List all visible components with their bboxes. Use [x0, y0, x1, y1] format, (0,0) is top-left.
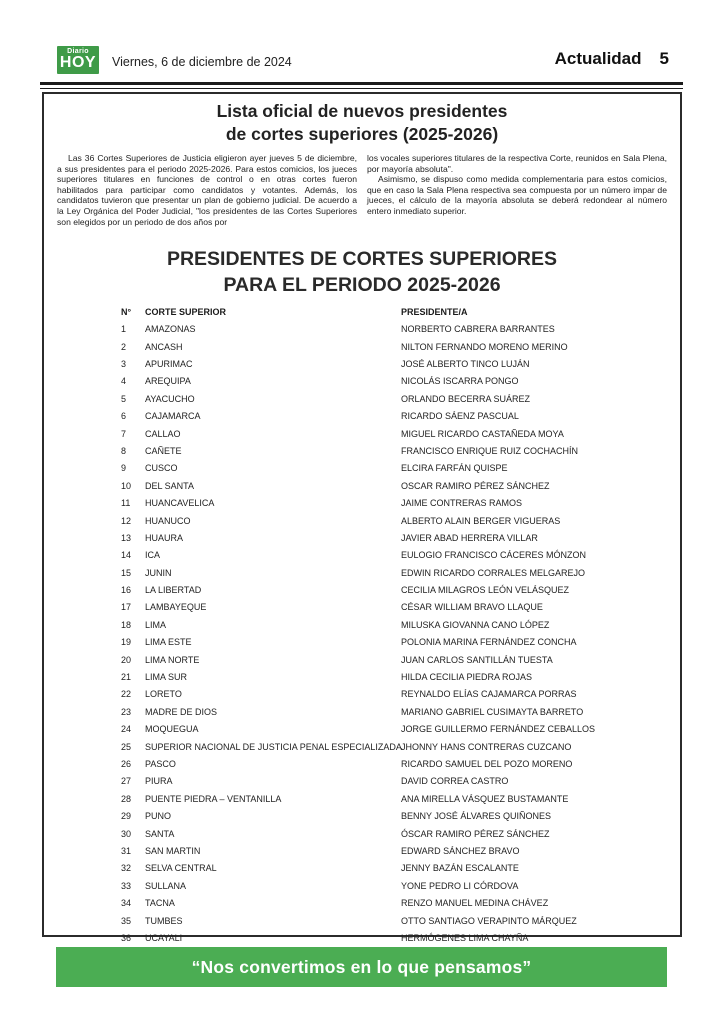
court-table-body	[121, 321, 670, 947]
corte-superior-name: SANTA	[145, 828, 175, 839]
presidente-name: CECILIA MILAGROS LEÓN VELÁSQUEZ	[401, 585, 570, 596]
row-number: 15	[121, 567, 132, 578]
row-number: 5	[121, 393, 127, 404]
column-header-presidente: PRESIDENTE/A	[401, 306, 468, 317]
corte-superior-name: PUENTE PIEDRA – VENTANILLA	[145, 793, 282, 804]
corte-superior-name: SUPERIOR NACIONAL DE JUSTICIA PENAL ESPECIALIZADA	[145, 741, 402, 752]
masthead-rule-thin	[40, 88, 683, 89]
presidente-name: CÉSAR WILLIAM BRAVO LLAQUE	[401, 602, 543, 613]
corte-superior-name: CUSCO	[145, 463, 178, 474]
row-number: 13	[121, 532, 132, 543]
row-number: 30	[121, 828, 132, 839]
table-row	[121, 494, 670, 511]
row-number: 3	[121, 359, 127, 370]
corte-superior-name: LIMA SUR	[145, 672, 188, 683]
corte-superior-name: CALLAO	[145, 428, 181, 439]
corte-superior-name: SULLANA	[145, 880, 187, 891]
table-row	[121, 721, 670, 738]
table-row	[121, 807, 670, 824]
row-number: 33	[121, 880, 132, 891]
list-heading-line1: PRESIDENTES DE CORTES SUPERIORES	[166, 248, 558, 271]
corte-superior-name: PIURA	[145, 776, 173, 787]
article-box	[42, 92, 682, 943]
presidente-name: OTTO SANTIAGO VERAPINTO MÁRQUEZ	[401, 915, 577, 926]
presidente-name: MIGUEL RICARDO CASTAÑEDA MOYA	[401, 428, 564, 439]
presidente-name: EULOGIO FRANCISCO CÁCERES MÓNZON	[401, 550, 587, 561]
intro-paragraph: Asimismo, se dispuso como medida complementaria para estos comicios, que en caso la Sala Plena respectiva sea compuesta por un número impar de jueces, el cálculo de la mayoría absoluta se deberá redondear al número entero inmediato superior.	[367, 174, 667, 216]
table-row	[121, 425, 670, 442]
presidente-name: YONE PEDRO LI CÓRDOVA	[401, 880, 519, 891]
table-row	[121, 616, 670, 633]
corte-superior-name: UCAYALI	[145, 932, 183, 943]
presidente-name: ORLANDO BECERRA SUÁREZ	[401, 393, 531, 404]
table-row	[121, 390, 670, 407]
presidente-name: RICARDO SAMUEL DEL POZO MORENO	[401, 759, 573, 769]
presidente-name: JUAN CARLOS SANTILLÁN TUESTA	[401, 654, 553, 665]
corte-superior-name: HUAURA	[145, 532, 184, 543]
article-title-line2: de cortes superiores (2025-2026)	[225, 124, 499, 144]
table-row	[121, 512, 670, 529]
corte-superior-name: AMAZONAS	[145, 324, 196, 335]
presidente-name: EDWARD SÁNCHEZ BRAVO	[401, 845, 520, 856]
presidente-name: BENNY JOSÉ ÁLVARES QUIÑONES	[401, 811, 552, 822]
row-number: 22	[121, 689, 132, 700]
table-row	[121, 599, 670, 616]
table-header-row	[121, 303, 670, 320]
corte-superior-name: LAMBAYEQUE	[145, 602, 207, 613]
table-row	[121, 668, 670, 685]
table-row	[121, 790, 670, 807]
corte-superior-name: AYACUCHO	[145, 393, 195, 404]
article-title-line1: Lista oficial de nuevos presidentes	[216, 101, 508, 121]
presidente-name: NICOLÁS ISCARRA PONGO	[401, 376, 519, 387]
row-number: 20	[121, 654, 132, 665]
presidente-name: FRANCISCO ENRIQUE RUIZ COCHACHÍN	[401, 445, 579, 456]
masthead-rule-thick	[40, 82, 683, 85]
row-number: 17	[121, 602, 132, 613]
corte-superior-name: PUNO	[145, 811, 172, 822]
table-row	[121, 460, 670, 477]
corte-superior-name: LIMA	[145, 619, 167, 630]
corte-superior-name: HUANUCO	[145, 515, 191, 526]
row-number: 34	[121, 898, 132, 909]
presidente-name: JORGE GUILLERMO FERNÁNDEZ CEBALLOS	[401, 724, 596, 735]
corte-superior-name: TACNA	[145, 898, 175, 909]
section-name: Actualidad	[554, 49, 642, 68]
table-row	[121, 338, 670, 355]
article-title	[44, 100, 680, 146]
row-number: 19	[121, 637, 132, 648]
presidente-name: MILUSKA GIOVANNA CANO LÓPEZ	[401, 619, 550, 630]
table-row	[121, 581, 670, 598]
table-row	[121, 773, 670, 790]
corte-superior-name: LORETO	[145, 689, 182, 700]
row-number: 36	[121, 932, 132, 943]
presidente-name: HILDA CECILIA PIEDRA ROJAS	[401, 672, 533, 683]
presidente-name: EDWIN RICARDO CORRALES MELGAREJO	[401, 567, 586, 578]
table-row	[121, 686, 670, 703]
table-row	[121, 825, 670, 842]
row-number: 32	[121, 863, 132, 874]
presidente-name: POLONIA MARINA FERNÁNDEZ CONCHA	[401, 637, 577, 648]
row-number: 10	[121, 480, 132, 491]
intro-column-left	[57, 153, 357, 227]
row-number: 4	[121, 376, 127, 387]
row-number: 35	[121, 915, 132, 926]
table-row	[121, 634, 670, 651]
row-number: 7	[121, 428, 127, 439]
row-number: 25	[121, 741, 132, 752]
table-row	[121, 929, 670, 946]
intro-paragraph: Las 36 Cortes Superiores de Justicia eligieron ayer jueves 5 de diciembre, a sus presidentes para el periodo 2025-2026. Para estos comicios, los jueces superiores titulares en funciones de control o en otras cortes fueron habilitados para participar como candidatos y votantes. Además, los candidatos tuvieron que presentar un plan de gobierno judicial. De acuerdo a la Ley Orgánica del Poder Judicial, "los presidentes de las Cortes Superiores son elegidos por un periodo de dos años por	[57, 153, 357, 227]
list-heading-line2: PARA EL PERIODO 2025-2026	[223, 274, 501, 297]
corte-superior-name: JUNIN	[145, 567, 172, 578]
presidente-name: ALBERTO ALAIN BERGER VIGUERAS	[401, 515, 561, 526]
list-heading	[44, 246, 680, 298]
presidente-name: RICARDO SÁENZ PASCUAL	[401, 411, 519, 422]
corte-superior-name: CAÑETE	[145, 445, 182, 456]
corte-superior-name: ANCASH	[145, 341, 183, 352]
presidente-name: MARIANO GABRIEL CUSIMAYTA BARRETO	[401, 706, 584, 717]
table-row	[121, 703, 670, 720]
row-number: 8	[121, 445, 127, 456]
row-number: 11	[121, 498, 131, 509]
table-row	[121, 442, 670, 459]
row-number: 29	[121, 811, 132, 822]
row-number: 12	[121, 515, 132, 526]
corte-superior-name: TUMBES	[145, 915, 183, 926]
table-row	[121, 547, 670, 564]
row-number: 26	[121, 759, 132, 769]
presidente-name: DAVID CORREA CASTRO	[401, 776, 509, 787]
intro-column-right	[367, 153, 667, 227]
column-header-number: N°	[121, 306, 132, 317]
presidente-name: JOSÉ ALBERTO TINCO LUJÁN	[401, 359, 530, 370]
corte-superior-name: ICA	[145, 550, 161, 561]
row-number: 2	[121, 341, 127, 352]
presidente-name: NILTON FERNANDO MORENO MERINO	[401, 341, 568, 352]
corte-superior-name: LA LIBERTAD	[145, 585, 202, 596]
corte-superior-name: PASCO	[145, 759, 176, 769]
column-header-corte: CORTE SUPERIOR	[145, 306, 227, 317]
presidente-name: OSCAR RAMIRO PÉREZ SÁNCHEZ	[401, 480, 550, 491]
row-number: 16	[121, 585, 132, 596]
table-row	[121, 373, 670, 390]
table-row	[121, 477, 670, 494]
corte-superior-name: LIMA NORTE	[145, 654, 200, 665]
corte-superior-name: CAJAMARCA	[145, 411, 201, 422]
row-number: 6	[121, 411, 127, 422]
presidente-name: NORBERTO CABRERA BARRANTES	[401, 324, 555, 335]
table-row	[121, 877, 670, 894]
presidente-name: ANA MIRELLA VÁSQUEZ BUSTAMANTE	[401, 793, 569, 804]
section-page-label	[555, 49, 669, 69]
presidente-name: RENZO MANUEL MEDINA CHÁVEZ	[401, 898, 549, 909]
logo-main-text: HOY	[59, 54, 97, 71]
table-row	[121, 860, 670, 877]
row-number: 21	[121, 672, 132, 683]
corte-superior-name: SELVA CENTRAL	[145, 863, 217, 874]
row-number: 31	[121, 845, 132, 856]
edition-date: Viernes, 6 de diciembre de 2024	[112, 55, 292, 69]
corte-superior-name: DEL SANTA	[145, 480, 195, 491]
row-number: 14	[121, 550, 132, 561]
presidente-name: JAIME CONTRERAS RAMOS	[401, 498, 523, 509]
row-number: 1	[121, 324, 127, 335]
table-row	[121, 355, 670, 372]
row-number: 23	[121, 706, 132, 717]
article-intro	[44, 153, 680, 227]
court-table	[44, 303, 680, 946]
page-number: 5	[659, 49, 669, 68]
table-row	[121, 912, 670, 929]
row-number: 24	[121, 724, 132, 735]
corte-superior-name: HUANCAVELICA	[145, 498, 215, 509]
corte-superior-name: AREQUIPA	[145, 376, 191, 387]
row-number: 27	[121, 776, 132, 787]
table-row	[121, 529, 670, 546]
row-number: 9	[121, 463, 127, 474]
row-number: 18	[121, 619, 132, 630]
presidente-name: HERMÓGENES LIMA CHAYÑA	[401, 932, 529, 943]
table-row	[121, 894, 670, 911]
presidente-name: JAVIER ABAD HERRERA VILLAR	[401, 532, 538, 543]
table-row	[121, 321, 670, 338]
row-number: 28	[121, 793, 132, 804]
table-row	[121, 564, 670, 581]
table-row	[121, 651, 670, 668]
diario-hoy-logo	[57, 46, 99, 74]
presidente-name: JENNY BAZÁN ESCALANTE	[401, 863, 519, 874]
table-row	[121, 755, 670, 772]
corte-superior-name: MOQUEGUA	[145, 724, 199, 735]
presidente-name: ÓSCAR RAMIRO PÉREZ SÁNCHEZ	[401, 828, 550, 839]
table-row	[121, 842, 670, 859]
corte-superior-name: SAN MARTIN	[145, 845, 201, 856]
presidente-name: REYNALDO ELÍAS CAJAMARCA PORRAS	[401, 689, 577, 700]
table-row	[121, 738, 670, 755]
logo-top-text: Diario	[67, 48, 89, 55]
intro-paragraph: los vocales superiores titulares de la respectiva Corte, reunidos en Sala Plena, por mayoría absoluta".	[367, 153, 667, 174]
corte-superior-name: LIMA ESTE	[145, 637, 192, 648]
corte-superior-name: MADRE DE DIOS	[145, 706, 218, 717]
table-row	[121, 408, 670, 425]
slogan-banner	[56, 947, 667, 987]
corte-superior-name: APURIMAC	[145, 359, 193, 370]
slogan-text: “Nos convertimos en lo que pensamos”	[191, 957, 532, 977]
presidente-name: ELCIRA FARFÁN QUISPE	[401, 463, 508, 474]
presidente-name: JHONNY HANS CONTRERAS CUZCANO	[401, 741, 572, 752]
masthead	[40, 44, 683, 78]
